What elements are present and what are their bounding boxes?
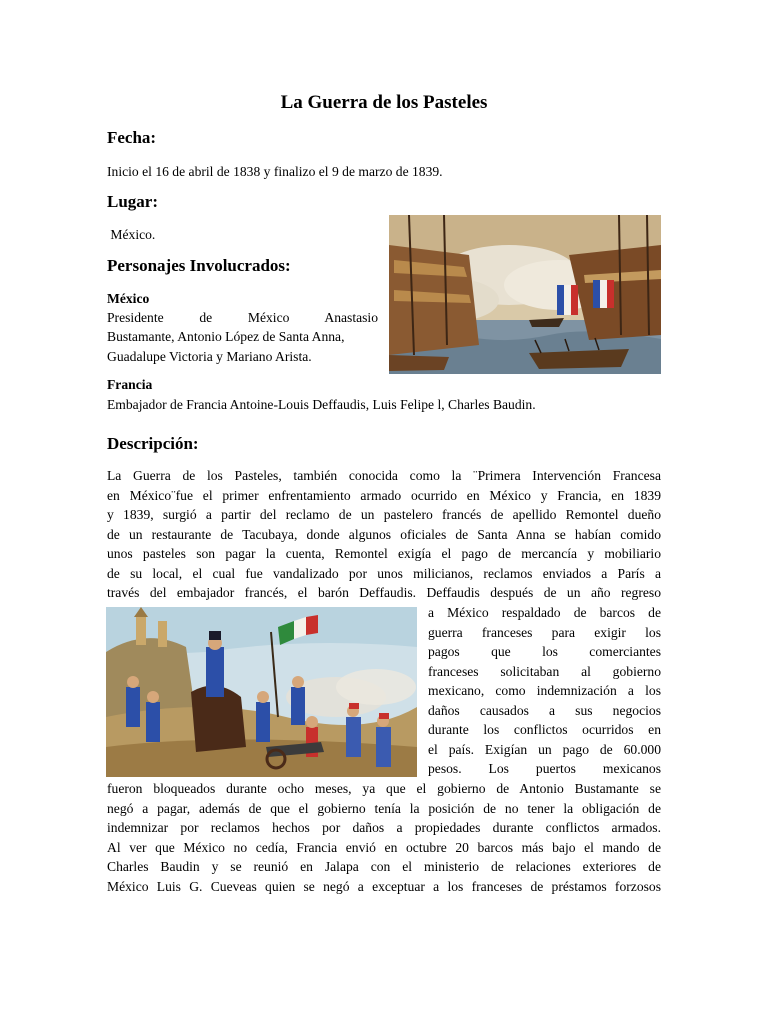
francia-label: Francia [107, 377, 153, 392]
mexico-line-1: Presidente de México Anastasio [107, 310, 378, 325]
description-line: fueron bloqueados durante ocho meses, ya que el gobierno de Antonio Bustamante se [107, 781, 661, 796]
description-line: a México respaldado de barcos de [428, 605, 661, 620]
description-line: Charles Baudin y se reunió en Jalapa con el ministerio de relaciones exteriores de [107, 859, 661, 874]
description-line: través del embajador francés, el barón Deffaudis. Deffaudis después de un año regreso [107, 585, 661, 600]
description-line: durante los conflictos ocurridos en [428, 722, 661, 737]
descripcion-heading: Descripción: [107, 434, 199, 453]
description-line: indemnizar por reclamos hechos por daños a propiedades durante conflictos armados. [107, 820, 661, 835]
mexico-label: México [107, 291, 150, 306]
fecha-text: Inicio el 16 de abril de 1838 y finalizo el 9 de marzo de 1839. [107, 164, 443, 179]
description-line: en México¨fue el primer enfrentamiento armado ocurrido en México y Francia, en 1839 [107, 487, 661, 503]
lugar-heading: Lugar: [107, 192, 158, 211]
land-battle-illustration [106, 607, 417, 777]
francia-text: Embajador de Francia Antoine-Louis Deffaudis, Luis Felipe l, Charles Baudin. [107, 397, 536, 412]
description-line: de su local, el cual fue vandalizado por unos milicianos, reclamos enviados a París a [107, 565, 661, 581]
description-line: pesos. Los puertos mexicanos [428, 761, 661, 776]
description-line: de un restaurante de Tacubaya, donde algunos oficiales de Santa Anna se habían comido [107, 526, 661, 542]
description-line: México Luis G. Cueveas quien se negó a exceptuar a los franceses de préstamos forzosos [107, 878, 661, 894]
description-line: negó a pagar, además de que el gobierno tenía la posición de no tener la obligación de [107, 800, 661, 816]
description-line: y 1839, surgió a partir del reclamo de un pastelero francés de apellido Remontel dueño [107, 507, 661, 522]
mexico-line-3: Guadalupe Victoria y Mariano Arista. [107, 349, 312, 364]
lugar-text: México. [107, 227, 156, 242]
description-line: unos pasteles son pagar la cuenta, Remontel exigía el pago de mercancía y mobiliario [107, 546, 661, 561]
description-line: Al ver que México no cedía, Francia envió en octubre 20 barcos más bajo el mando de [107, 839, 661, 855]
fecha-heading: Fecha: [107, 128, 157, 147]
naval-battle-illustration [389, 215, 661, 374]
description-line: franceses solicitaban al gobierno [428, 663, 661, 679]
mexico-line-2: Bustamante, Antonio López de Santa Anna, [107, 329, 345, 344]
page-title: La Guerra de los Pasteles [280, 92, 488, 113]
description-line: La Guerra de los Pasteles, también conocida como la ¨Primera Intervención Francesa [107, 468, 661, 483]
description-line: daños causados a sus negocios [428, 702, 661, 718]
personajes-heading: Personajes Involucrados: [107, 256, 291, 275]
description-line: guerra franceses para exigir los [428, 624, 661, 640]
description-line: el país. Exigían un pago de 60.000 [428, 741, 661, 757]
description-line: pagos que los comerciantes [428, 644, 661, 659]
description-line: mexicano, como indemnización a los [428, 683, 661, 698]
